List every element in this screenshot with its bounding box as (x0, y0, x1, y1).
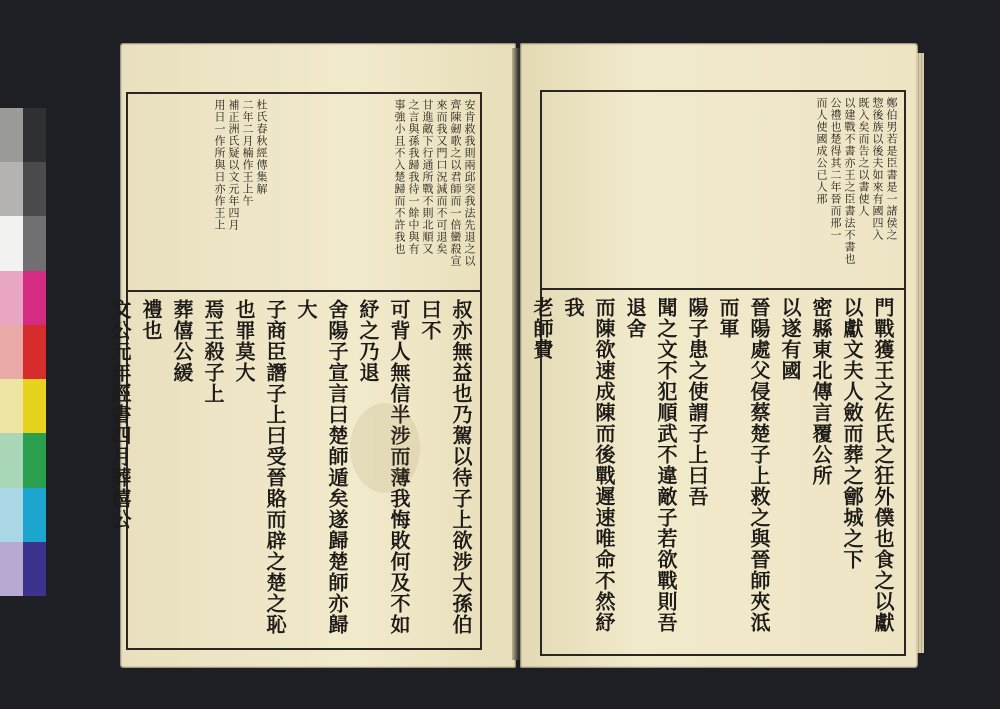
calibration-swatch (23, 325, 46, 379)
text-column: 舍陽子宣言曰楚師遁矣遂歸楚師亦歸大 (294, 299, 349, 635)
left-page (108, 43, 516, 668)
calibration-swatch (0, 216, 23, 270)
open-book (108, 28, 923, 680)
text-column: 既入矣而告之以書使人 (857, 97, 870, 217)
calibration-swatch (23, 108, 46, 162)
text-column: 以獻文夫人斂而葬之鄶城之下 (840, 297, 864, 570)
text-column: 叔亦無益也乃駕以待子上欲涉大孫伯曰不 (418, 299, 473, 635)
text-column: 以遂有國 (778, 297, 802, 381)
calibration-swatch (0, 433, 23, 487)
calibration-swatch (23, 488, 46, 542)
text-column: 而人使國成公已人邢 (815, 97, 828, 205)
text-column: 事強小且不入楚歸而不許我也 (393, 99, 406, 255)
left-upper-notes (132, 99, 268, 285)
text-column: 晉陽處父侵蔡楚子上救之與晉師夾泜而軍 (716, 297, 771, 633)
text-column: 可背人無信半涉而薄我悔敗何及不如紓之乃退 (356, 299, 411, 635)
calibration-swatch (23, 542, 46, 596)
text-column: 補正洲氏疑以文元年四月 (227, 99, 240, 231)
calibration-swatch (0, 271, 23, 325)
text-column: 文公元年經書四月葬僖公 (108, 299, 132, 530)
text-column: 門戰獲王之佐氏之狂外僕也食之以獻 (871, 297, 895, 633)
text-column: 甘進敵下行通所戰不則北順又 (421, 99, 434, 255)
calibration-swatch (0, 379, 23, 433)
text-column: 聞之文不犯順武不違敵子若欲戰則吾退舍 (623, 297, 678, 633)
text-column: 以建戰不書亦王之臣書法不書也 (843, 97, 856, 265)
text-column: 陽子患之使謂子上曰吾 (685, 297, 709, 507)
text-column: 安肯救我則兩邱突我法先退之以 (463, 99, 476, 267)
calibration-row (0, 433, 46, 487)
text-column: 禮也 (139, 299, 163, 341)
left-upper-text (272, 99, 476, 285)
text-column: 密縣東北傳言覆公所 (809, 297, 833, 486)
calibration-row (0, 542, 46, 596)
calibration-swatch (0, 488, 23, 542)
calibration-swatch (0, 542, 23, 596)
right-page (520, 43, 918, 668)
text-column: 之言與孫我歸我待一餘中與有 (407, 99, 420, 255)
calibration-row (0, 271, 46, 325)
calibration-swatch (23, 216, 46, 270)
text-column: 子商臣譖子上曰受晉賂而辟之楚之恥也罪莫大 (232, 299, 287, 635)
calibration-swatch (0, 108, 23, 162)
calibration-swatch (23, 271, 46, 325)
text-column: 用日一作所與日亦作王上 (213, 99, 226, 231)
color-calibration-strip (0, 108, 46, 596)
text-column: 二年二月楠作王上午 (241, 99, 254, 207)
left-section-divider (126, 290, 480, 292)
calibration-row (0, 216, 46, 270)
paper-stain (350, 403, 420, 493)
calibration-row (0, 162, 46, 216)
text-column: 鄭伯男若是臣書是一諸侯之 (885, 97, 898, 241)
text-column: 惣後族以後夫如來有國四入 (871, 97, 884, 241)
calibration-row (0, 325, 46, 379)
calibration-swatch (0, 162, 23, 216)
text-column: 焉王殺子上 (201, 299, 225, 404)
calibration-swatch (23, 379, 46, 433)
calibration-swatch (0, 325, 23, 379)
calibration-swatch (23, 433, 46, 487)
text-column: 齊陳劒歌之以君師而一倍蠻殺宣 (449, 99, 462, 267)
text-column: 老師費 (530, 297, 554, 360)
text-column: 葬僖公緩 (170, 299, 194, 383)
right-upper-text (546, 97, 898, 283)
calibration-row (0, 379, 46, 433)
calibration-swatch (23, 162, 46, 216)
calibration-row (0, 108, 46, 162)
text-column: 而陳欲速成陳而後戰遲速唯命不然紓我 (561, 297, 616, 633)
text-column: 公禮也楚得其二年晉而邢一 (829, 97, 842, 241)
page-edges (916, 53, 924, 653)
right-lower-text (530, 297, 898, 649)
right-section-divider (540, 288, 904, 290)
left-lower-text (108, 299, 476, 643)
calibration-row (0, 488, 46, 542)
text-column: 來而我又門口況減而不可退矣 (435, 99, 448, 255)
text-column: 杜氏春秋經傳集解 (255, 99, 268, 195)
